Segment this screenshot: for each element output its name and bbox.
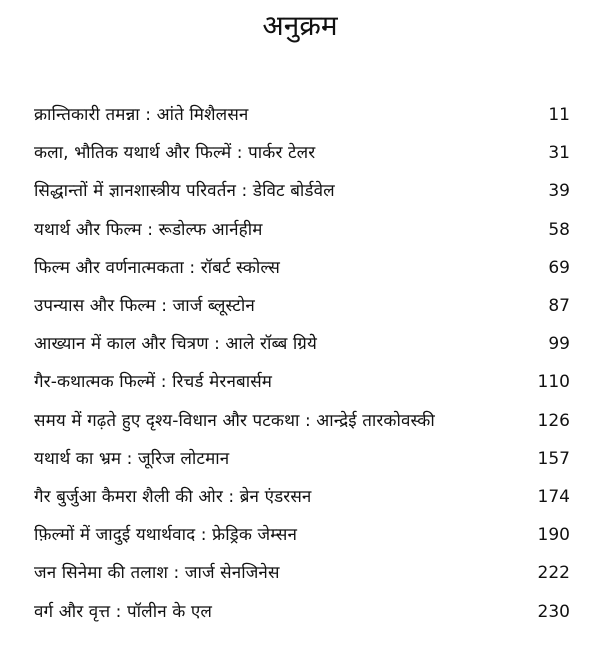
toc-entry-title: कला, भौतिक यथार्थ और फिल्में : पार्कर टेलर (34, 143, 316, 164)
toc-entry-page: 99 (548, 334, 570, 355)
toc-entry-page: 69 (548, 257, 570, 278)
toc-entry (34, 363, 570, 401)
toc-entry (34, 325, 570, 363)
toc-entry (34, 440, 570, 478)
toc-entry (34, 134, 570, 172)
toc-entry-title: फिल्म और वर्णनात्मकता : रॉबर्ट स्कोल्स (34, 257, 280, 278)
table-of-contents (34, 96, 570, 631)
toc-entry-title: आख्यान में काल और चित्रण : आले रॉब्ब ग्रियेे (34, 334, 317, 355)
toc-entry-title: उपन्यास और फिल्म : जार्ज ब्लूस्टोन (34, 296, 255, 317)
toc-entry-page: 230 (537, 601, 570, 622)
toc-entry-page: 31 (548, 143, 570, 164)
toc-entry-title: यथार्थ और फिल्म : रूडोल्फ आर्नहीम (34, 219, 263, 240)
toc-entry-title: यथार्थ का भ्रम : जूरिज लोटमान (34, 448, 230, 469)
toc-entry (34, 249, 570, 287)
toc-entry (34, 554, 570, 592)
toc-entry (34, 96, 570, 134)
toc-entry (34, 402, 570, 440)
toc-entry-page: 87 (548, 296, 570, 317)
toc-entry (34, 516, 570, 554)
toc-entry-page: 58 (548, 219, 570, 240)
toc-entry-page: 174 (537, 486, 570, 507)
toc-entry-title: जन सिनेमा की तलाश : जार्ज सेनजिनेस (34, 563, 280, 584)
toc-entry-title: वर्ग और वृत्त : पॉलीन के एल (34, 601, 213, 622)
toc-entry (34, 172, 570, 210)
toc-entry-page: 222 (537, 563, 570, 584)
toc-entry-page: 157 (537, 448, 570, 469)
toc-entry-page: 126 (537, 410, 570, 431)
toc-entry (34, 287, 570, 325)
toc-entry-title: फ़िल्मों में जादुई यथार्थवाद : फ्रेड्रिक जेम्सन (34, 525, 297, 546)
toc-entry-title: गैर बुर्जुआ कैमरा शैली की ओर : ब्रेन एंडरसन (34, 486, 312, 507)
toc-entry-page: 39 (548, 181, 570, 202)
toc-entry-page: 11 (548, 105, 570, 126)
toc-entry-page: 190 (537, 525, 570, 546)
toc-entry (34, 211, 570, 249)
toc-entry-title: समय में गढ़ते हुए दृश्य-विधान और पटकथा : आन्द्रेई तारकोवस्की (34, 410, 435, 431)
toc-entry-title: सिद्धान्तों में ज्ञानशास्त्रीय परिवर्तन : डेविट बोर्डवेल (34, 181, 335, 202)
toc-entry-page: 110 (537, 372, 570, 393)
page-title: अनुक्रम (262, 9, 338, 42)
toc-entry (34, 592, 570, 630)
toc-entry-title: गैर-कथात्मक फिल्में : रिचर्ड मेरनबार्सम (34, 372, 273, 393)
toc-entry-title: क्रान्तिकारी तमन्ना : आंते मिशैलसन (34, 105, 249, 126)
toc-entry (34, 478, 570, 516)
